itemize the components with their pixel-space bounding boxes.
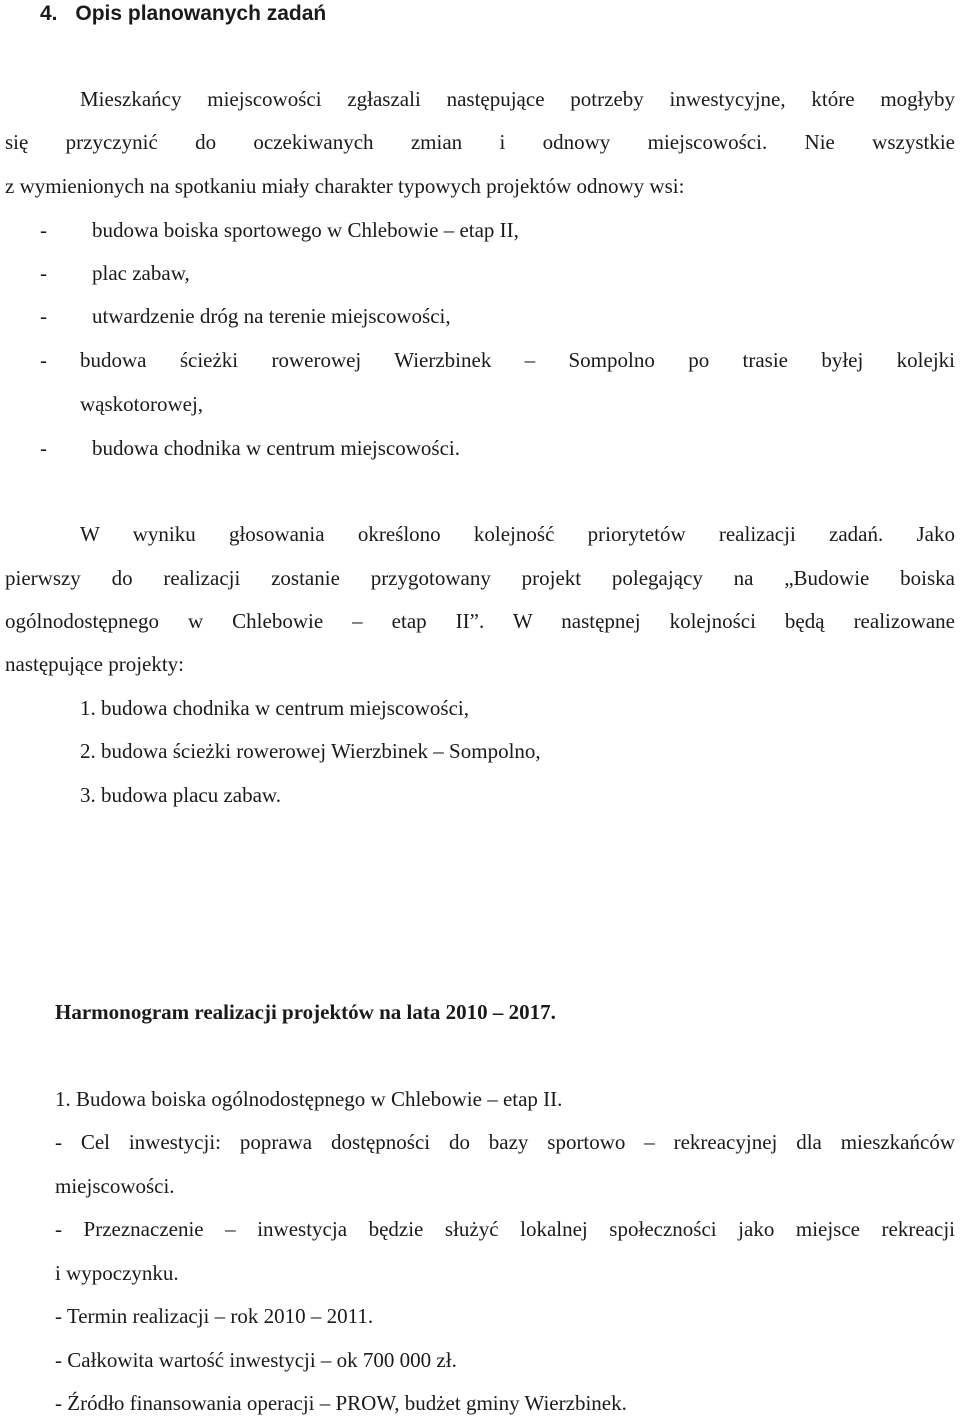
section-title: Opis planowanych zadań bbox=[75, 2, 327, 25]
list-dash: - bbox=[40, 436, 47, 460]
list-item-text: plac zabaw, bbox=[92, 261, 190, 285]
intro-line-3: z wymienionych na spotkaniu miały charakter typowych projektów odnowy wsi: bbox=[5, 174, 685, 198]
list-dash: - bbox=[40, 304, 47, 328]
intro-line-2: się przyczynić do oczekiwanych zmian i odnowy miejscowości. Nie wszystkie bbox=[5, 130, 955, 154]
intro-line-1: Mieszkańcy miejscowości zgłaszali następujące potrzeby inwestycyjne, które mogłyby bbox=[80, 87, 955, 111]
list-dash: - bbox=[40, 218, 47, 242]
project-line: - Cel inwestycji: poprawa dostępności do bazy sportowo – rekreacyjnej dla mieszkańców bbox=[55, 1130, 955, 1154]
list-item-text: budowa boiska sportowego w Chlebowie – etap II, bbox=[92, 218, 519, 242]
list-item-text: budowa ścieżki rowerowej Wierzbinek – Sompolno po trasie byłej kolejki bbox=[80, 348, 955, 372]
project-line: - Termin realizacji – rok 2010 – 2011. bbox=[55, 1304, 374, 1328]
list-dash: - bbox=[40, 348, 47, 372]
voting-line-1: W wyniku głosowania określono kolejność priorytetów realizacji zadań. Jako bbox=[80, 522, 955, 546]
needs-list-item bbox=[40, 216, 519, 244]
needs-list-item bbox=[40, 259, 190, 287]
project-line: miejscowości. bbox=[55, 1174, 175, 1198]
priority-item-2: 2. budowa ścieżki rowerowej Wierzbinek – Sompolno, bbox=[80, 739, 541, 763]
project-line: - Źródło finansowania operacji – PROW, budżet gminy Wierzbinek. bbox=[55, 1391, 627, 1415]
list-item-continuation: wąskotorowej, bbox=[80, 392, 204, 416]
needs-list-item bbox=[40, 302, 451, 330]
project-line: - Przeznaczenie – inwestycja będzie służyć lokalnej społeczności jako miejsce rekreacji bbox=[55, 1217, 955, 1241]
project-title: 1. Budowa boiska ogólnodostępnego w Chlebowie – etap II. bbox=[55, 1087, 563, 1111]
schedule-heading: Harmonogram realizacji projektów na lata 2010 – 2017. bbox=[55, 1000, 556, 1024]
project-line: i wypoczynku. bbox=[55, 1261, 179, 1285]
needs-list-item bbox=[40, 434, 460, 462]
project-line: - Całkowita wartość inwestycji – ok 700 000 zł. bbox=[55, 1348, 457, 1372]
priority-item-1: 1. budowa chodnika w centrum miejscowości, bbox=[80, 696, 469, 720]
voting-line-4: następujące projekty: bbox=[5, 652, 185, 676]
list-item-text: utwardzenie dróg na terenie miejscowości, bbox=[92, 304, 451, 328]
section-heading bbox=[40, 0, 326, 28]
voting-line-2: pierwszy do realizacji zostanie przygotowany projekt polegający na „Budowie boiska bbox=[5, 566, 955, 590]
section-number: 4. bbox=[40, 2, 58, 25]
list-item-text: budowa chodnika w centrum miejscowości. bbox=[92, 436, 460, 460]
priority-item-3: 3. budowa placu zabaw. bbox=[80, 783, 281, 807]
list-dash: - bbox=[40, 261, 47, 285]
voting-line-3: ogólnodostępnego w Chlebowie – etap II”. W następnej kolejności będą realizowane bbox=[5, 609, 955, 633]
